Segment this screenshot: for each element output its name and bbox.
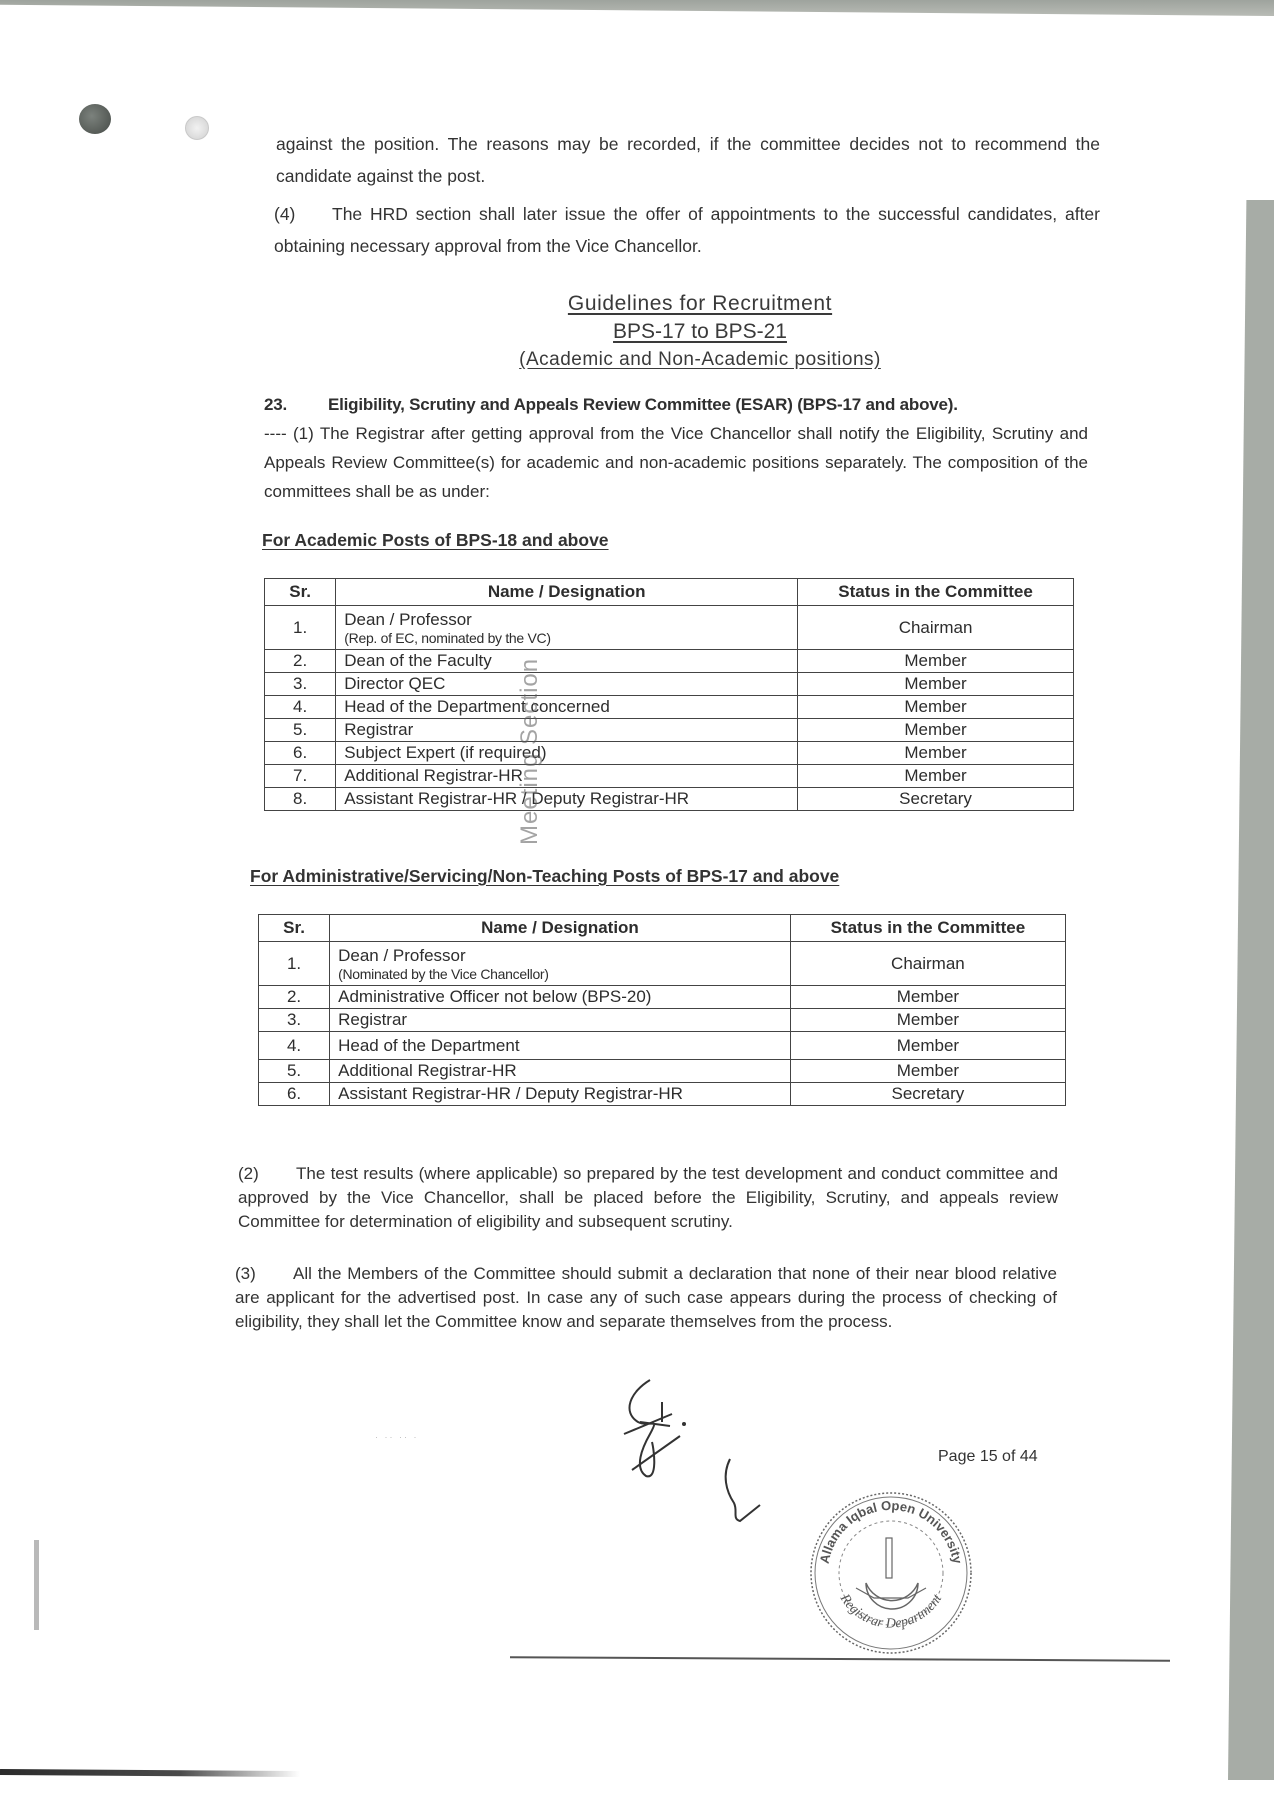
continuation-paragraph: [276, 128, 1100, 192]
designation-text: Subject Expert (if required): [344, 743, 547, 762]
designation-text: Assistant Registrar-HR / Deputy Registrar-HR: [338, 1084, 683, 1103]
table-row: [259, 1060, 1066, 1083]
scan-edge-top: [0, 0, 1274, 16]
item-number: (4): [274, 204, 296, 224]
item-number: (2): [238, 1164, 259, 1183]
item-number: (3): [235, 1264, 256, 1283]
row-serial: 2.: [259, 986, 330, 1009]
section-23-title: [264, 390, 1088, 419]
row-serial: 6.: [259, 1083, 330, 1106]
row-status: Member: [798, 742, 1074, 765]
admin-table-body: [259, 942, 1066, 1106]
row-status: Member: [798, 719, 1074, 742]
row-serial: 6.: [265, 742, 336, 765]
row-designation: [330, 1060, 791, 1083]
table-row: [265, 673, 1074, 696]
table-row: [265, 606, 1074, 650]
row-designation: [330, 1083, 791, 1106]
item-text: The HRD section shall later issue the offer of appointments to the successful candidates, after obtaining necessary approval from the Vice Chancellor.: [274, 204, 1100, 256]
designation-text: Assistant Registrar-HR / Deputy Registrar-HR: [344, 789, 690, 808]
row-status: Member: [790, 1009, 1065, 1032]
table-row: [259, 986, 1066, 1009]
section-23-body: ---- (1) The Registrar after getting approval from the Vice Chancellor shall notify the Eligibility, Scrutiny and Appeals Review Committee(s) for academic and non-academic positions separately. The composition of the committees shall be as under:: [264, 424, 1088, 501]
header-status: Status in the Committee: [798, 579, 1074, 606]
row-serial: 4.: [259, 1032, 330, 1060]
row-designation: [336, 606, 798, 650]
designation-text: Registrar: [338, 1010, 408, 1029]
table-row: [265, 765, 1074, 788]
designation-text: Head of the Department: [338, 1035, 520, 1055]
table-row: [265, 696, 1074, 719]
row-serial: 3.: [265, 673, 336, 696]
svg-text:Registrar Department: [836, 1591, 946, 1632]
table-header-row: [265, 579, 1074, 606]
row-status: Secretary: [798, 788, 1074, 811]
row-designation: [336, 788, 798, 811]
watermark-stamp: Meeting Section: [516, 657, 543, 845]
row-serial: 4.: [265, 696, 336, 719]
scan-edge-bottom: [0, 1769, 300, 1777]
row-status: Member: [798, 765, 1074, 788]
item-text: The test results (where applicable) so prepared by the test development and conduct committee and approved by the Vice Chancellor, shall be placed before the Eligibility, Scrutiny, and appeals review Committee for determination of eligibility and subsequent scrutiny.: [238, 1164, 1058, 1231]
designation-text: Administrative Officer not below (BPS-20): [338, 987, 652, 1006]
table-row: [265, 788, 1074, 811]
header-status: Status in the Committee: [790, 915, 1065, 942]
table-row: [259, 1009, 1066, 1032]
designation-text: Dean / Professor: [338, 945, 466, 965]
row-status: Chairman: [798, 606, 1074, 650]
table-row: [265, 719, 1074, 742]
row-status: Member: [798, 650, 1074, 673]
row-status: Secretary: [790, 1083, 1065, 1106]
row-designation: [336, 765, 798, 788]
row-designation: [336, 650, 798, 673]
punch-hole-icon: [79, 104, 111, 134]
row-status: Member: [790, 1032, 1065, 1060]
section-title-text: Eligibility, Scrutiny and Appeals Review Committee (ESAR) (BPS-17 and above).: [328, 395, 958, 414]
table-row: [265, 742, 1074, 765]
section-heading: [470, 290, 930, 374]
row-designation: [330, 1032, 791, 1060]
section-23: [264, 390, 1088, 506]
row-status: Member: [790, 1060, 1065, 1083]
heading-line-2: BPS-17 to BPS-21: [613, 320, 787, 343]
item-4-paragraph: [274, 198, 1100, 262]
table-row: [259, 942, 1066, 986]
row-serial: 8.: [265, 788, 336, 811]
row-status: Member: [790, 986, 1065, 1009]
academic-table-caption: For Academic Posts of BPS-18 and above: [262, 530, 609, 550]
row-serial: 1.: [259, 942, 330, 986]
header-name: Name / Designation: [330, 915, 791, 942]
seal-top-text: Allama Iqbal Open University: [816, 1497, 966, 1565]
admin-table-caption: For Administrative/Servicing/Non-Teaching Posts of BPS-17 and above: [250, 866, 840, 886]
initials-mark: [720, 1455, 770, 1525]
svg-text:Allama Iqbal Open University: [817, 1498, 966, 1566]
row-designation: [336, 719, 798, 742]
header-sr: Sr.: [259, 915, 330, 942]
university-seal-icon: [806, 1488, 976, 1658]
heading-line-1: Guidelines for Recruitment: [567, 292, 833, 315]
header-sr: Sr.: [265, 579, 336, 606]
row-serial: 7.: [265, 765, 336, 788]
item-2-paragraph: [238, 1162, 1058, 1234]
table-row: [259, 1032, 1066, 1060]
item-text: All the Members of the Committee should submit a declaration that none of their near blood relative are applicant for the advertised post. In case any of such case appears during the process of checking of eligibility, they shall let the Committee know and separate themselves from the process.: [235, 1264, 1057, 1331]
table-header-row: [259, 915, 1066, 942]
row-designation: [336, 696, 798, 719]
footer-divider: [510, 1656, 1170, 1661]
designation-text: Additional Registrar-HR: [338, 1061, 517, 1080]
row-serial: 1.: [265, 606, 336, 650]
table-row: [259, 1083, 1066, 1106]
row-status: Member: [798, 696, 1074, 719]
designation-text: Director QEC: [344, 674, 446, 693]
row-status: Member: [798, 673, 1074, 696]
designation-text: Dean / Professor: [344, 609, 472, 629]
row-designation: [336, 673, 798, 696]
scan-smudge: · ·· ·· ·: [375, 1432, 419, 1442]
academic-committee-table: [264, 578, 1074, 811]
row-designation: [336, 742, 798, 765]
signature-mark: [610, 1372, 730, 1482]
heading-line-3: (Academic and Non-Academic positions): [519, 349, 881, 370]
scan-edge-right: [1228, 200, 1274, 1780]
scan-mark-left: [34, 1540, 39, 1630]
row-designation: [330, 1009, 791, 1032]
punch-hole-icon: [185, 116, 209, 140]
designation-text: Head of the Department concerned: [344, 697, 610, 716]
section-number: 23.: [264, 395, 288, 414]
header-name: Name / Designation: [336, 579, 798, 606]
designation-text: Additional Registrar-HR: [344, 766, 523, 785]
admin-committee-table: [258, 914, 1066, 1106]
row-designation: [330, 986, 791, 1009]
row-serial: 2.: [265, 650, 336, 673]
row-status: Chairman: [790, 942, 1065, 986]
row-serial: 5.: [265, 719, 336, 742]
designation-text: Dean of the Faculty: [344, 651, 492, 670]
designation-note: (Rep. of EC, nominated by the VC): [344, 629, 551, 646]
seal-bottom-text: Registrar Department: [836, 1591, 946, 1632]
continuation-text: against the position. The reasons may be recorded, if the committee decides not to recommend the candidate against the post.: [276, 134, 1100, 186]
academic-table-body: [265, 606, 1074, 811]
designation-note: (Nominated by the Vice Chancellor): [338, 965, 549, 982]
row-serial: 5.: [259, 1060, 330, 1083]
page-number: Page 15 of 44: [938, 1448, 1038, 1465]
row-serial: 3.: [259, 1009, 330, 1032]
item-3-paragraph: [235, 1262, 1057, 1334]
table-row: [265, 650, 1074, 673]
row-designation: [330, 942, 791, 986]
designation-text: Registrar: [344, 720, 414, 739]
